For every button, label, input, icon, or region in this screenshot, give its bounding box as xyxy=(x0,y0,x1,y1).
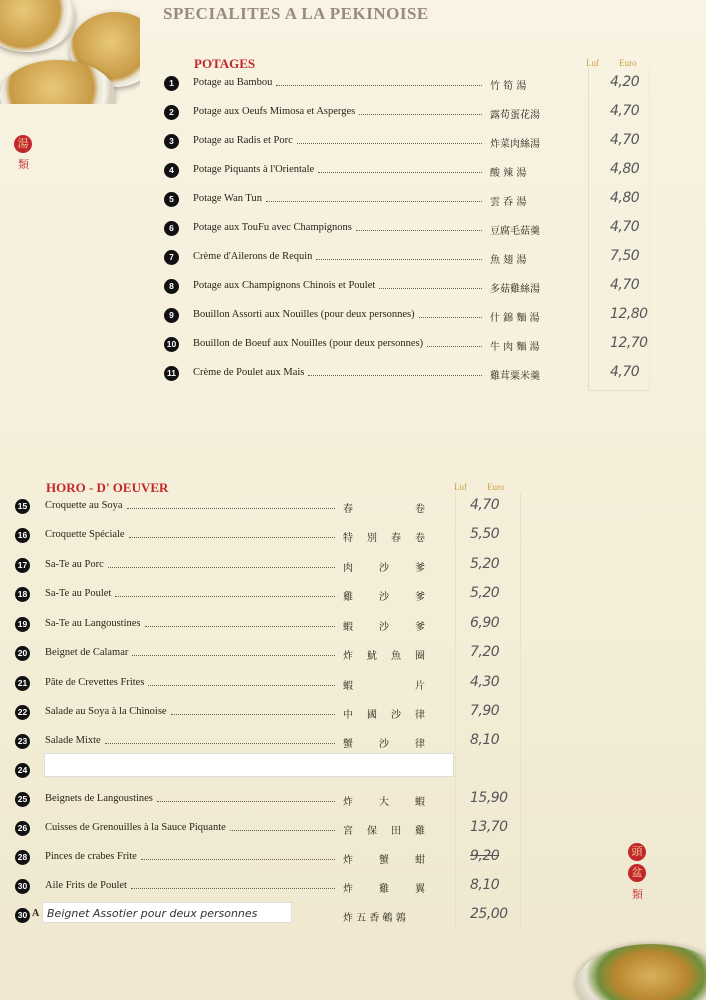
item-price: 13,70 xyxy=(470,819,508,835)
starter-row xyxy=(15,734,525,750)
soup-category-char: 類 xyxy=(18,158,29,171)
chinese-char: 卷 xyxy=(415,533,425,544)
item-price: 4,20 xyxy=(610,74,640,90)
item-chinese-name: 多菇雞絲湯 xyxy=(490,284,540,295)
chinese-char: 片 xyxy=(415,681,425,692)
chinese-char: 宮 xyxy=(343,826,353,837)
chinese-char: 春 xyxy=(391,533,401,544)
dot-leader xyxy=(157,801,335,802)
soup-row xyxy=(164,279,654,295)
item-chinese-name xyxy=(343,500,425,515)
starter-row xyxy=(15,617,525,633)
item-name: Aile Frits de Poulet xyxy=(45,880,127,891)
starter-row xyxy=(15,558,525,574)
col-euro: Euro xyxy=(487,482,505,492)
item-name: Potage aux TouFu avec Champignons xyxy=(193,222,352,233)
item-chinese-name: 牛 肉 麵 湯 xyxy=(490,342,540,353)
dot-leader xyxy=(297,143,482,144)
starter-row xyxy=(15,763,525,779)
item-number-suffix: A xyxy=(32,908,40,919)
item-number-badge: 26 xyxy=(15,821,30,836)
handwritten-item-label: Beignet Assotier pour deux personnes xyxy=(42,902,292,923)
chinese-char: 律 xyxy=(415,710,425,721)
item-chinese-name xyxy=(343,880,425,895)
item-number-badge: 25 xyxy=(15,792,30,807)
item-name: Crème de Poulet aux Mais xyxy=(193,367,305,378)
soup-row xyxy=(164,163,654,179)
chinese-char: 特 xyxy=(343,533,353,544)
chinese-char: 蟹 xyxy=(379,855,389,866)
dot-leader xyxy=(171,714,335,715)
chinese-char: 大 xyxy=(379,797,389,808)
item-name: Croquette au Soya xyxy=(45,500,123,511)
dot-leader xyxy=(379,288,482,289)
item-price: 7,90 xyxy=(470,703,500,719)
item-name: Potage Piquants à l'Orientale xyxy=(193,164,315,175)
horo-col-headers xyxy=(454,482,525,492)
item-number-badge: 10 xyxy=(164,337,179,352)
item-name: Potage aux Oeufs Mimosa et Asperges xyxy=(193,106,356,117)
item-price: 4,70 xyxy=(610,219,640,235)
item-number-badge: 6 xyxy=(164,221,179,236)
item-price: 7,20 xyxy=(470,644,500,660)
item-number-badge: 21 xyxy=(15,676,30,691)
item-name: Pâte de Crevettes Frites xyxy=(45,677,145,688)
item-chinese-name: 魚 翅 湯 xyxy=(490,255,527,266)
chinese-char: 田 xyxy=(391,826,401,837)
item-price: 7,50 xyxy=(610,248,640,264)
item-name: Croquette Spéciale xyxy=(45,529,125,540)
chinese-char: 國 xyxy=(367,710,377,721)
soup-row xyxy=(164,337,654,353)
chinese-char: 春 xyxy=(343,504,353,515)
horo-heading: HORO - D' OEUVER xyxy=(46,480,169,495)
item-chinese-name: 酸 辣 湯 xyxy=(490,168,527,179)
item-name: Bouillon Assorti aux Nouilles (pour deux personnes) xyxy=(193,309,415,320)
starter-row xyxy=(15,705,525,721)
chinese-char: 沙 xyxy=(379,563,389,574)
item-number-badge: 30 xyxy=(15,908,30,923)
chinese-char: 沙 xyxy=(379,592,389,603)
chinese-char: 翼 xyxy=(415,884,425,895)
item-number-badge: 11 xyxy=(164,366,179,381)
item-name: Potage aux Champignons Chinois et Poulet xyxy=(193,280,376,291)
item-chinese-name: 豆腐毛菇羹 xyxy=(490,226,540,237)
chinese-char: 炸 xyxy=(343,651,353,662)
item-chinese-name xyxy=(343,706,425,721)
item-chinese-name xyxy=(343,793,425,808)
chinese-char: 肉 xyxy=(343,563,353,574)
chinese-char: 律 xyxy=(415,739,425,750)
dot-leader xyxy=(266,201,482,202)
item-chinese-name xyxy=(343,618,425,633)
chinese-char: 雞 xyxy=(415,826,425,837)
dot-leader xyxy=(131,888,335,889)
chinese-char: 保 xyxy=(367,826,377,837)
soup-row xyxy=(164,192,654,208)
item-name: Sa-Te au Poulet xyxy=(45,588,112,599)
item-number-badge: 8 xyxy=(164,279,179,294)
item-price: 8,10 xyxy=(470,877,500,893)
chinese-char: 炸 xyxy=(343,797,353,808)
item-price: 4,70 xyxy=(610,277,640,293)
item-price: 4,30 xyxy=(470,674,500,690)
item-chinese-name xyxy=(343,735,425,750)
chinese-char: 卷 xyxy=(415,504,425,515)
item-price: 15,90 xyxy=(470,790,508,806)
chinese-char: 沙 xyxy=(379,622,389,633)
item-price: 4,70 xyxy=(610,364,640,380)
dot-leader xyxy=(230,830,335,831)
dot-leader xyxy=(276,85,482,86)
item-price: 4,70 xyxy=(470,497,500,513)
chinese-char: 魚 xyxy=(391,651,401,662)
potages-col-headers xyxy=(586,58,657,68)
chinese-char: 炸 xyxy=(343,855,353,866)
item-chinese-name: 雲 呑 湯 xyxy=(490,197,527,208)
dot-leader xyxy=(105,743,335,744)
soup-row xyxy=(164,105,654,121)
col-luf: Luf xyxy=(454,482,467,492)
item-price: 6,90 xyxy=(470,615,500,631)
item-number-badge: 19 xyxy=(15,617,30,632)
item-chinese-name xyxy=(343,851,425,866)
item-number-badge: 1 xyxy=(164,76,179,91)
item-number-badge: 16 xyxy=(15,528,30,543)
starter-category-char: 類 xyxy=(632,888,643,901)
dot-leader xyxy=(419,317,482,318)
item-number-badge: 7 xyxy=(164,250,179,265)
chinese-char: 沙 xyxy=(391,710,401,721)
dot-leader xyxy=(108,567,335,568)
chinese-char: 沙 xyxy=(379,739,389,750)
col-euro: Euro xyxy=(619,58,637,68)
starter-row xyxy=(15,528,525,544)
starter-category-mark: 頭 xyxy=(628,843,646,861)
item-number-badge: 20 xyxy=(15,646,30,661)
chinese-char: 中 xyxy=(343,710,353,721)
soup-photo xyxy=(0,0,140,104)
item-price: 9,20 xyxy=(470,848,500,864)
dish-photo xyxy=(556,938,706,1000)
item-name: Pinces de crabes Frite xyxy=(45,851,137,862)
dot-leader xyxy=(129,537,335,538)
item-number-badge: 5 xyxy=(164,192,179,207)
item-price: 25,00 xyxy=(470,906,508,922)
starter-category-mark-2: 盆 xyxy=(628,864,646,882)
item-price: 4,70 xyxy=(610,132,640,148)
item-name: Salade Mixte xyxy=(45,735,101,746)
item-chinese-name: 什 錦 麵 湯 xyxy=(490,313,540,324)
dot-leader xyxy=(148,685,335,686)
item-name: Salade au Soya à la Chinoise xyxy=(45,706,167,717)
chinese-char: 雞 xyxy=(343,592,353,603)
item-price: 5,20 xyxy=(470,556,500,572)
chinese-char: 爹 xyxy=(415,592,425,603)
item-number-badge: 24 xyxy=(15,763,30,778)
item-price: 4,80 xyxy=(610,190,640,206)
item-number-badge: 17 xyxy=(15,558,30,573)
item-name: Potage Wan Tun xyxy=(193,193,262,204)
dot-leader xyxy=(132,655,335,656)
item-number-badge: 23 xyxy=(15,734,30,749)
item-name: Potage au Bambou xyxy=(193,77,273,88)
starter-row xyxy=(15,821,525,837)
dot-leader xyxy=(308,375,482,376)
chinese-char: 魷 xyxy=(367,651,377,662)
item-chinese-name: 竹 筍 湯 xyxy=(490,81,527,92)
col-luf: Luf xyxy=(586,58,599,68)
item-number-badge: 30 xyxy=(15,879,30,894)
chinese-char: 炸 xyxy=(343,884,353,895)
soup-row xyxy=(164,221,654,237)
dot-leader xyxy=(427,346,482,347)
dot-leader xyxy=(127,508,335,509)
item-price: 4,80 xyxy=(610,161,640,177)
soup-row xyxy=(164,76,654,92)
starter-row xyxy=(15,879,525,895)
item-name: Beignets de Langoustines xyxy=(45,793,153,804)
dot-leader xyxy=(316,259,482,260)
item-name: Cuisses de Grenouilles à la Sauce Piquante xyxy=(45,822,226,833)
item-chinese-name xyxy=(343,647,425,662)
item-name: Potage au Radis et Porc xyxy=(193,135,293,146)
item-price: 5,50 xyxy=(470,526,500,542)
soup-row xyxy=(164,308,654,324)
chinese-char: 圈 xyxy=(415,651,425,662)
chinese-char: 別 xyxy=(367,533,377,544)
chinese-char: 蚶 xyxy=(415,855,425,866)
dot-leader xyxy=(145,626,335,627)
soup-row xyxy=(164,250,654,266)
item-price: 4,70 xyxy=(610,103,640,119)
item-chinese-name xyxy=(343,559,425,574)
item-chinese-name: 露荀蛋花湯 xyxy=(490,110,540,121)
starter-row xyxy=(15,850,525,866)
item-name: Beignet de Calamar xyxy=(45,647,129,658)
chinese-char: 雞 xyxy=(379,884,389,895)
item-number-badge: 15 xyxy=(15,499,30,514)
item-price: 8,10 xyxy=(470,732,500,748)
item-price: 5,20 xyxy=(470,585,500,601)
item-chinese-name xyxy=(343,529,425,544)
item-number-badge: 4 xyxy=(164,163,179,178)
soup-category-mark: 湯 xyxy=(14,135,32,153)
starter-row xyxy=(15,499,525,515)
chinese-char: 爹 xyxy=(415,563,425,574)
item-number-badge: 2 xyxy=(164,105,179,120)
item-number-badge: 3 xyxy=(164,134,179,149)
chinese-char: 爹 xyxy=(415,622,425,633)
starter-row xyxy=(15,646,525,662)
item-chinese-name xyxy=(343,822,425,837)
soup-row xyxy=(164,366,654,382)
dot-leader xyxy=(115,596,335,597)
item-number-badge: 22 xyxy=(15,705,30,720)
item-chinese-name xyxy=(343,588,425,603)
chinese-char: 蝦 xyxy=(415,797,425,808)
chinese-char: 蝦 xyxy=(343,622,353,633)
item-chinese-name xyxy=(343,677,425,692)
item-price: 12,80 xyxy=(610,306,648,322)
soup-row xyxy=(164,134,654,150)
item-name: Bouillon de Boeuf aux Nouilles (pour deux personnes) xyxy=(193,338,424,349)
page-title: SPECIALITES A LA PEKINOISE xyxy=(163,4,429,23)
dot-leader xyxy=(356,230,482,231)
starter-row xyxy=(15,587,525,603)
item-number-badge: 18 xyxy=(15,587,30,602)
item-chinese-name: 雞茸粟米羹 xyxy=(490,371,540,382)
dot-leader xyxy=(318,172,482,173)
item-number-badge: 28 xyxy=(15,850,30,865)
potages-heading: POTAGES xyxy=(194,56,256,71)
item-number-badge: 9 xyxy=(164,308,179,323)
chinese-char: 炸 五 香 鵪 鶉 xyxy=(343,913,406,924)
item-name: Sa-Te au Langoustines xyxy=(45,618,141,629)
starter-row xyxy=(15,792,525,808)
item-price: 12,70 xyxy=(610,335,648,351)
chinese-char: 蝦 xyxy=(343,681,353,692)
dot-leader xyxy=(141,859,335,860)
starter-row xyxy=(15,676,525,692)
item-name: Sa-Te au Porc xyxy=(45,559,104,570)
chinese-char: 蟹 xyxy=(343,739,353,750)
item-name: Crème d'Ailerons de Requin xyxy=(193,251,313,262)
item-chinese-name: 炸菜肉絲湯 xyxy=(490,139,540,150)
dot-leader xyxy=(359,114,482,115)
item-chinese-name xyxy=(343,909,425,924)
